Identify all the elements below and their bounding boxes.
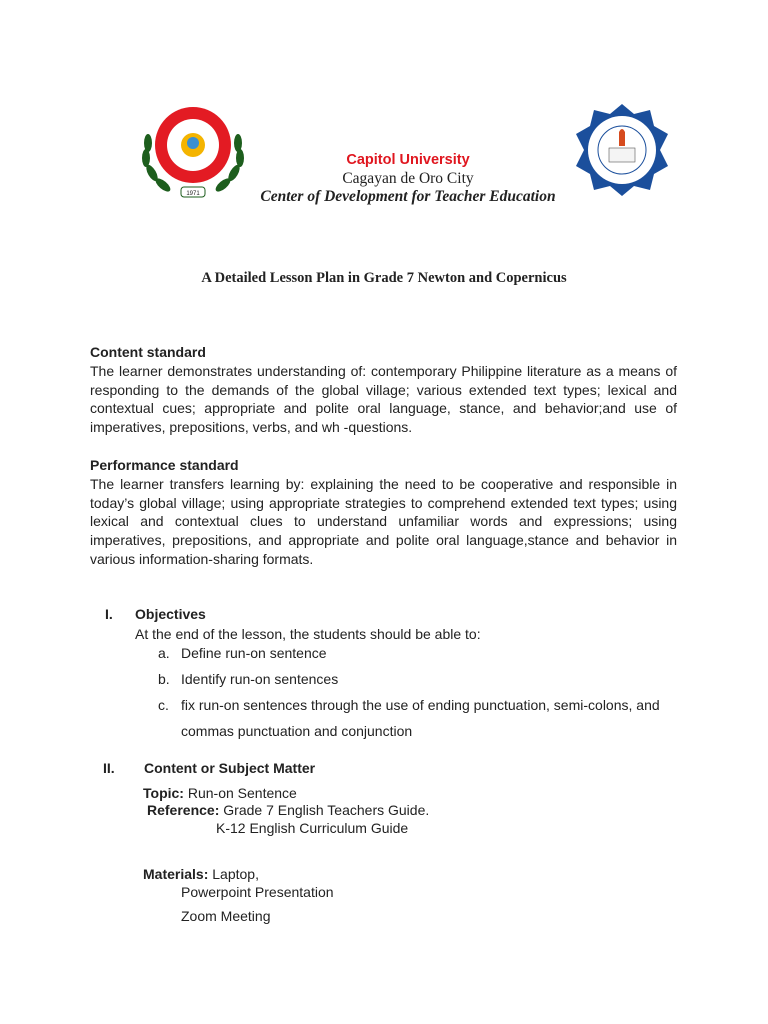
document-title: A Detailed Lesson Plan in Grade 7 Newton and Copernicus [201,270,567,286]
objective-item: fix run-on sentences through the use of ending punctuation, semi-colons, and [181,697,660,713]
objectives-intro: At the end of the lesson, the students should be able to: [135,626,481,642]
performance-standard-heading: Performance standard [90,457,239,473]
material-item: Powerpoint Presentation [181,884,334,900]
topic-value: Run-on Sentence [187,785,297,801]
objective-item: Identify run-on sentences [181,671,339,687]
material-item: Zoom Meeting [181,908,271,924]
subject-matter-numeral: II. [103,760,115,776]
materials-label: Materials: [143,866,209,882]
reference-value: Grade 7 English Teachers Guide. [223,802,430,818]
objectives-numeral: I. [105,606,113,622]
university-city: Cagayan de Oro City [342,170,474,187]
topic-line [143,785,297,801]
center-name: Center of Development for Teacher Education [260,188,556,205]
objective-letter: a. [158,645,170,661]
content-standard-text: The learner demonstrates understanding of: contemporary Philippine literature as a means of responding to the demands of the global village; various extended text types; lexical and contextual cues; appropriate and polite oral language, stance, and behavior;and use of imperatives, prepositions, verbs, and wh -questions. [90,362,677,436]
subject-matter-heading: Content or Subject Matter [144,760,316,776]
content-standard-section [90,343,677,437]
objective-letter: b. [158,671,170,687]
objectives-heading: Objectives [135,606,206,622]
reference-label: Reference: [147,802,220,818]
content-standard-heading: Content standard [90,344,206,360]
material-item: Laptop, [212,866,259,882]
objective-item: Define run-on sentence [181,645,327,661]
svg-text:1971: 1971 [186,191,200,197]
topic-label: Topic: [143,785,184,801]
objective-letter: c. [158,697,169,713]
reference-line [147,802,429,818]
performance-standard-section [90,456,677,569]
reference-value-2: K-12 English Curriculum Guide [216,820,409,836]
materials-line [143,866,259,882]
performance-standard-text: The learner transfers learning by: explaining the need to be cooperative and responsible in today’s global village; using appropriate strategies to comprehend extended text types; using lexical and contextual clues to understand unfamiliar words and expressions; using imperatives, prepositions, and appropriate and polite oral language,stance and behavior in various information-sharing formats. [90,475,677,567]
university-name: Capitol University [346,152,470,168]
objective-item-continued: commas punctuation and conjunction [181,723,413,739]
